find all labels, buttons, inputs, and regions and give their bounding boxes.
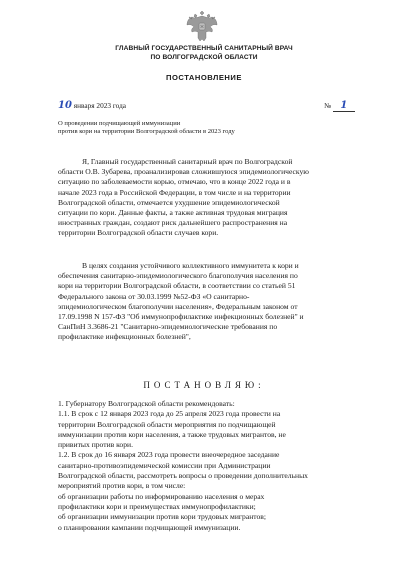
- text-line: обеспечения санитарно-эпидемиологического благополучия населения по: [58, 271, 298, 281]
- number-sign: №: [324, 101, 331, 110]
- list-item: мероприятий против кори, в том числе:: [58, 481, 186, 491]
- date-rest: января 2023 года: [73, 101, 127, 110]
- text-line: территории Волгоградской области случаев кори.: [58, 228, 219, 238]
- text-line: ситуацию по заболеваемости корью, отмечаю, что в конце 2022 года и в: [58, 177, 291, 187]
- list-item: иммунизации против кори населения, а также трудовых мигрантов, не: [58, 429, 286, 439]
- text-line: иностранных граждан, создают риск дальнейшего распространения на: [58, 218, 288, 228]
- list-item: профилактики кори и преимуществах иммунопрофилактики;: [58, 501, 256, 511]
- text-line: начале 2023 года в Российской Федерации, в том числе и на территории: [58, 187, 291, 197]
- list-item: 1. Губернатору Волгоградской области рекомендовать:: [58, 399, 235, 408]
- text-line: эпидемиологическом благополучии населения», Федеральным законом от: [58, 301, 298, 311]
- resolution-items: [58, 399, 380, 533]
- text-line: 17.09.1998 N 157-ФЗ "Об иммунопрофилактике инфекционных болезней" и: [58, 312, 304, 322]
- list-item: привитых против кори.: [58, 440, 133, 450]
- list-item: территории Волгоградской области мероприятия по подчищающей: [58, 419, 276, 429]
- text-line: Я, Главный государственный санитарный врач по Волгоградской: [82, 157, 293, 166]
- list-item: 1.2. В срок до 16 января 2023 года провести внеочередное заседание: [58, 450, 280, 460]
- text-line: кори на территории Волгоградской области, в соответствии со статьей 51: [58, 281, 296, 291]
- subject-line: против кори на территории Волгоградской области в 2023 году: [58, 128, 235, 135]
- subject-line: О проведении подчищающей иммунизации: [58, 120, 181, 127]
- decree-date: [58, 100, 126, 111]
- text-line: области О.В. Зубарева, проанализировав сложившуюся эпидемиологическую: [58, 167, 309, 177]
- preamble-paragraph-1: [58, 157, 380, 239]
- list-item: Волгоградской области, рассмотреть вопросы о проведении дополнительных: [58, 471, 308, 481]
- list-item: об организации иммунизации против кори трудовых мигрантов;: [58, 512, 266, 522]
- list-item: о планировании кампании подчищающей иммунизации.: [58, 522, 241, 532]
- issuer-title-line2: ПО ВОЛГОГРАДСКОЙ ОБЛАСТИ: [150, 54, 258, 61]
- text-line: Волгоградской области, отмечается ухудшение эпидемиологической: [58, 197, 280, 207]
- text-line: ситуации по кори. Данные факты, а также активная трудовая миграция: [58, 208, 288, 218]
- decree-number: [324, 100, 355, 112]
- list-item: санитарно-противоэпидемической комиссии при Администрации: [58, 460, 271, 470]
- preamble-paragraph-2: [58, 261, 380, 343]
- issuer-title-line1: ГЛАВНЫЙ ГОСУДАРСТВЕННЫЙ САНИТАРНЫЙ ВРАЧ: [115, 45, 293, 52]
- handwritten-day: 10: [58, 100, 72, 111]
- text-line: В целях создания устойчивого коллективного иммунитета к кори и: [82, 261, 299, 270]
- coat-of-arms-emblem: [184, 8, 220, 44]
- handwritten-number: 1: [340, 100, 348, 111]
- text-line: профилактике инфекционных болезней",: [58, 332, 191, 342]
- list-item: об организации работы по информированию населения о мерах: [58, 491, 265, 501]
- decree-title: ПОСТАНОВЛЕНИЕ: [166, 73, 242, 82]
- list-item: 1.1. В срок с 12 января 2023 года до 25 апреля 2023 года провести на: [58, 409, 281, 419]
- postanovlyayu-heading: ПОСТАНОВЛЯЮ:: [143, 380, 265, 390]
- text-line: Федерального закона от 30.03.1999 №52-ФЗ «О санитарно-: [58, 291, 250, 301]
- text-line: СанПиН 3.3686-21 "Санитарно-эпидемиологические требования по: [58, 322, 278, 332]
